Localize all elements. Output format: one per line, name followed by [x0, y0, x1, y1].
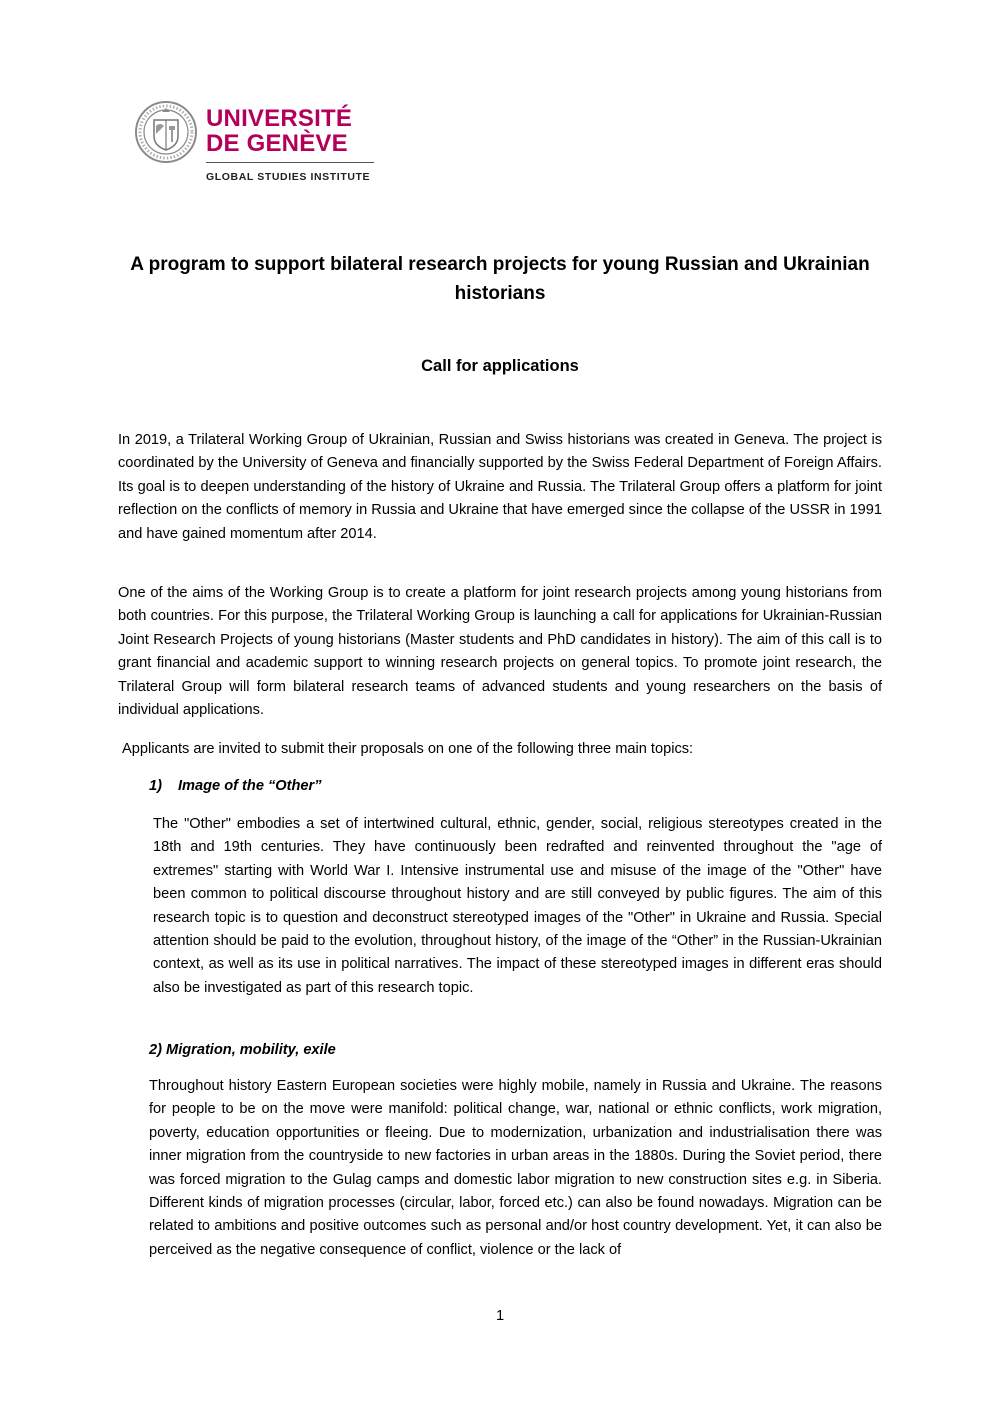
document-subtitle: Call for applications: [421, 357, 579, 375]
topic-2-heading: 2) Migration, mobility, exile: [149, 1042, 336, 1058]
topic-1-heading: [149, 775, 322, 798]
institute-name: GLOBAL STUDIES INSTITUTE: [206, 171, 371, 183]
topic-1-title: Image of the “Other”: [178, 778, 322, 794]
topic-1-number: 1): [149, 778, 162, 794]
topic-2-text: Throughout history Eastern European societies were highly mobile, namely in Russia and Ukraine. The reasons for people to be on the move were manifold: political change, war, national or ethnic conflicts, work migration, poverty, education opportunities or fleeing. Due to modernization, urbanization and industrialisation there was inner migration from the countryside to new factories in urban areas in the 1880s. During the Soviet period, there was forced migration to the Gulag camps and domestic labor migration to new construction sites e.g. in Siberia. Different kinds of migration processes (circular, labor, forced etc.) can also be found nowadays. Migration can be related to ambitions and positive outcomes such as personal and/or host country development. Yet, it can also be perceived as the negative consequence of conflict, violence or the lack of: [149, 1078, 882, 1258]
header-divider: [206, 162, 374, 163]
university-name: [206, 106, 352, 156]
paragraph-topics-intro: Applicants are invited to submit their proposals on one of the following three main topics:: [122, 741, 694, 757]
paragraph-intro: In 2019, a Trilateral Working Group of Ukrainian, Russian and Swiss historians was created in Geneva. The project is coordinated by the University of Geneva and financially supported by the Swiss Federal Department of Foreign Affairs. Its goal is to deepen understanding of the history of Ukraine and Russia. The Trilateral Group offers a platform for joint reflection on the conflicts of memory in Russia and Ukraine that have emerged since the collapse of the USSR in 1991 and have gained momentum after 2014.: [118, 432, 882, 542]
document-title: A program to support bilateral research projects for young Russian and Ukrainian historians: [130, 254, 870, 304]
page-number: 1: [495, 1308, 505, 1324]
paragraph-aims: One of the aims of the Working Group is to create a platform for joint research projects among young historians from both countries. For this purpose, the Trilateral Working Group is launching a call for applications for Ukrainian-Russian Joint Research Projects of young historians (Master students and PhD candidates in history). The aim of this call is to grant financial and academic support to winning research projects on general topics. To promote joint research, the Trilateral Group will form bilateral research teams of advanced students and young researchers on the basis of individual applications.: [118, 585, 882, 719]
university-name-line2: DE GENÈVE: [206, 130, 348, 157]
topic-1-text: The "Other" embodies a set of intertwined cultural, ethnic, gender, social, religious stereotypes created in the 18th and 19th centuries. They have continuously been redrafted and reinvented throughout the "age of extremes" starting with World War I. Intensive instrumental use and misuse of the image of the "Other" have been common to political discourse throughout history and are still conveyed by public figures. The aim of this research topic is to question and deconstruct stereotyped images of the "Other" in Ukraine and Russia. Special attention should be paid to the evolution, throughout history, of the image of the “Other” in the Russian-Ukrainian context, as well as its use in political narratives. The impact of these stereotyped images in different eras should also be investigated as part of this research topic.: [153, 816, 882, 996]
university-name-line1: UNIVERSITÉ: [206, 105, 353, 132]
university-seal-icon: [134, 100, 198, 164]
